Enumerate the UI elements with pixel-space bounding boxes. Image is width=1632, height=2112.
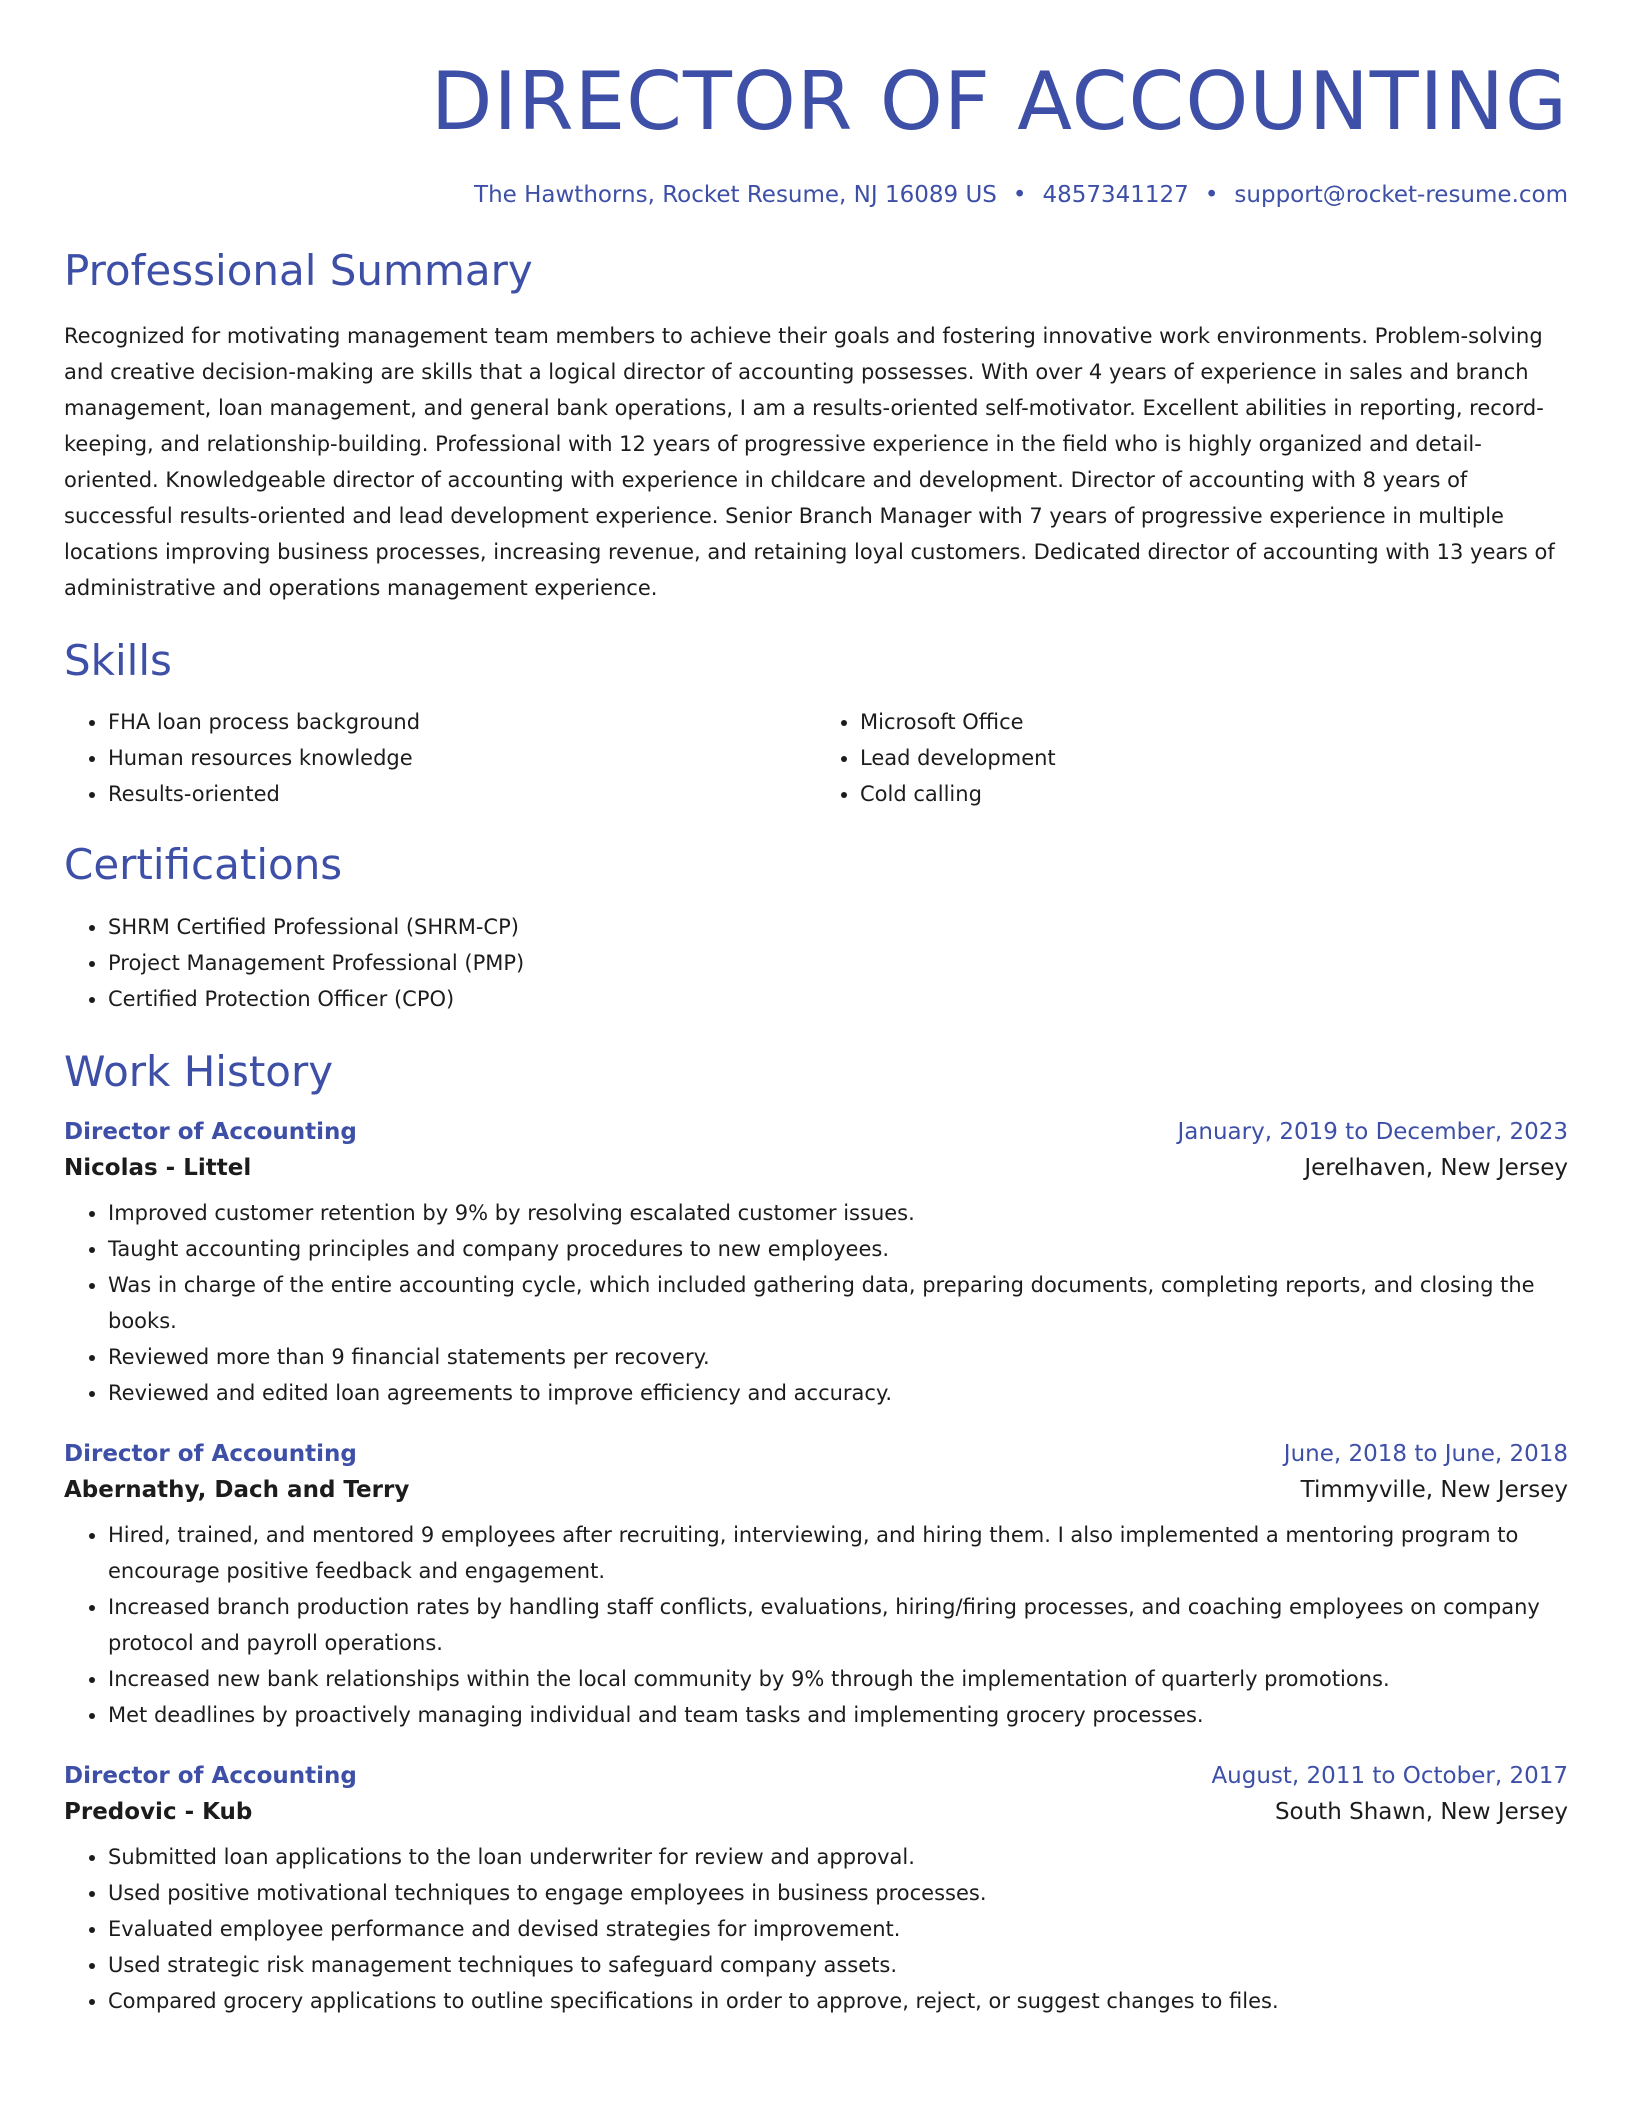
job-bullet: • Taught accounting principles and company procedures to new employees. [108,1231,1568,1267]
certification-item: • SHRM Certified Professional (SHRM-CP) [108,909,1568,945]
skill-item: • Results-oriented [108,776,816,812]
job-employer: Abernathy, Dach and Terry [64,1477,410,1504]
skills-list [64,704,1568,812]
skills-column-left [64,704,816,812]
job-bullet: • Met deadlines by proactively managing individual and team tasks and implementing grocery processes. [108,1697,1568,1733]
job-title: Director of Accounting [64,1119,357,1146]
contact-line [64,182,1568,210]
resume-title: DIRECTOR OF ACCOUNTING [430,55,1568,148]
skills-column-right [816,704,1568,812]
certification-item: • Project Management Professional (PMP) [108,945,1568,981]
skill-item: • Lead development [860,740,1568,776]
email-link[interactable]: support@rocket-resume.com [1234,182,1568,208]
job-bullets [64,1839,1568,2019]
job-bullet: • Improved customer retention by 9% by resolving escalated customer issues. [108,1195,1568,1231]
job-bullet: • Was in charge of the entire accounting cycle, which included gathering data, preparing documents, completing reports, and closing the books. [108,1267,1568,1339]
job-bullet: • Increased branch production rates by handling staff conflicts, evaluations, hiring/firing processes, and coaching employees on company protocol and payroll operations. [108,1589,1568,1661]
job-bullets [64,1195,1568,1411]
job-bullet: • Reviewed and edited loan agreements to improve efficiency and accuracy. [108,1375,1568,1411]
job-title-row [64,1763,1568,1789]
job-entry [64,1119,1568,1411]
job-title-row [64,1119,1568,1145]
job-title: Director of Accounting [64,1441,357,1468]
job-employer: Predovic - Kub [64,1799,253,1826]
separator-dot: • [1012,182,1027,208]
job-bullets [64,1517,1568,1733]
certification-item: • Certified Protection Officer (CPO) [108,981,1568,1017]
job-dates: January, 2019 to December, 2023 [1177,1119,1568,1146]
skill-item: • Cold calling [860,776,1568,812]
job-entry [64,1763,1568,2019]
address: The Hawthorns, Rocket Resume, NJ 16089 US [474,182,997,208]
certifications-heading: Certifications [64,840,343,890]
work-history-heading: Work History [64,1046,334,1096]
job-location: Jerelhaven, New Jersey [1304,1155,1568,1182]
phone: 4857341127 [1042,182,1189,208]
skill-item: • Human resources knowledge [108,740,816,776]
job-employer-row [64,1799,1568,1825]
job-dates: June, 2018 to June, 2018 [1283,1441,1568,1468]
job-bullet: • Compared grocery applications to outline specifications in order to approve, reject, or suggest changes to files. [108,1983,1568,2019]
skill-item: • Microsoft Office [860,704,1568,740]
separator-dot: • [1204,182,1219,208]
skill-item: • FHA loan process background [108,704,816,740]
job-title-row [64,1441,1568,1467]
job-bullet: • Hired, trained, and mentored 9 employees after recruiting, interviewing, and hiring them. I also implemented a mentoring program to encourage positive feedback and engagement. [108,1517,1568,1589]
summary-heading: Professional Summary [64,245,533,295]
job-bullet: • Used positive motivational techniques to engage employees in business processes. [108,1875,1568,1911]
job-employer: Nicolas - Littel [64,1155,252,1182]
job-bullet: • Evaluated employee performance and devised strategies for improvement. [108,1911,1568,1947]
job-entry [64,1441,1568,1733]
job-employer-row [64,1477,1568,1503]
job-dates: August, 2011 to October, 2017 [1211,1763,1568,1790]
job-bullet: • Used strategic risk management techniques to safeguard company assets. [108,1947,1568,1983]
certifications-list [64,909,1568,1017]
job-bullet: • Submitted loan applications to the loan underwriter for review and approval. [108,1839,1568,1875]
job-bullet: • Increased new bank relationships within the local community by 9% through the implementation of quarterly promotions. [108,1661,1568,1697]
job-location: Timmyville, New Jersey [1300,1477,1568,1504]
job-location: South Shawn, New Jersey [1274,1799,1568,1826]
summary-text: Recognized for motivating management team members to achieve their goals and fostering innovative work environments. Problem-solving and creative decision-making are skills that a logical director of accounting possesses. With over 4 years of experience in sales and branch management, loan management, and general bank operations, I am a results-oriented self-motivator. Excellent abilities in reporting, record-keeping, and relationship-building. Professional with 12 years of progressive experience in the field who is highly organized and detail-oriented. Knowledgeable director of accounting with experience in childcare and development. Director of accounting with 8 years of successful results-oriented and lead development experience. Senior Branch Manager with 7 years of progressive experience in multiple locations improving business processes, increasing revenue, and retaining loyal customers. Dedicated director of accounting with 13 years of administrative and operations management experience. [64,323,1555,600]
job-employer-row [64,1155,1568,1181]
skills-heading: Skills [64,635,172,685]
job-title: Director of Accounting [64,1763,357,1790]
job-bullet: • Reviewed more than 9 financial statements per recovery. [108,1339,1568,1375]
